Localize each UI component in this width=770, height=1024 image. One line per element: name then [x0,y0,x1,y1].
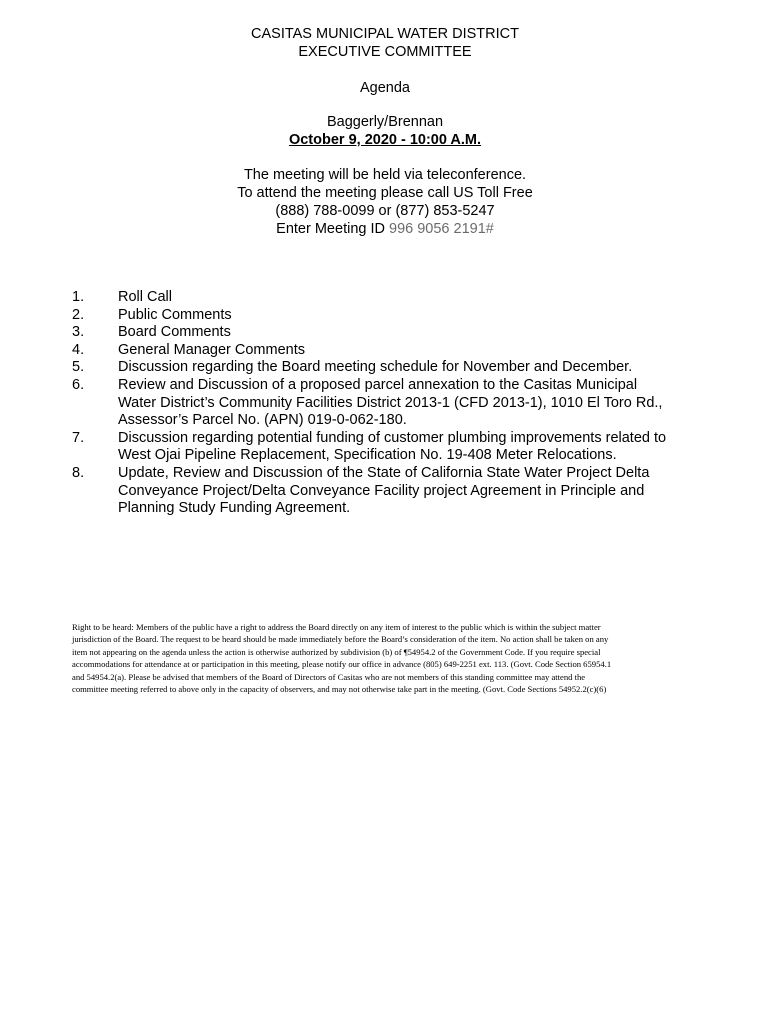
agenda-item-text: Assessor’s Parcel No. (APN) 019-0-062-180. [118,412,407,429]
meeting-date-time: October 9, 2020 - 10:00 A.M. [288,132,482,148]
agenda-item-text: West Ojai Pipeline Replacement, Specification No. 19-408 Meter Relocations. [118,447,617,464]
notice-line: Right to be heard: Members of the public have a right to address the Board directly on any item of interest to the public which is within the subject matter [72,622,601,632]
agenda-item-text: Review and Discussion of a proposed parcel annexation to the Casitas Municipal [118,376,638,393]
agenda-item-text: Board Comments [118,324,231,341]
agenda-item-text: Update, Review and Discussion of the State of California State Water Project Delta [118,464,650,481]
org-name: CASITAS MUNICIPAL WATER DISTRICT [251,26,519,42]
doc-type-label: Agenda [360,80,410,96]
phone-numbers: (888) 788-0099 or (877) 853-5247 [275,203,495,219]
agenda-item-text: Discussion regarding potential funding of customer plumbing improvements related to [118,429,667,446]
teleconference-note: The meeting will be held via teleconference. [243,167,527,183]
meeting-header [0,113,770,149]
agenda-item-number: 2. [72,306,85,323]
meeting-info [0,166,770,238]
agenda-item-number: 4. [72,341,85,358]
committee-name: EXECUTIVE COMMITTEE [298,44,472,60]
agenda-item-number: 6. [72,376,85,393]
agenda-item-text: Planning Study Funding Agreement. [118,500,351,517]
agenda-item-text: Roll Call [118,289,172,305]
agenda-item-number: 5. [72,359,85,376]
notice-line: committee meeting referred to above only in the capacity of observers, and may not otherwise take part in the meeting. (Govt. Code Sections 54952.2(c)(6) [72,684,607,695]
agenda-item [72,430,712,465]
agenda-item-text: Public Comments [118,306,232,323]
meeting-id-line [0,220,770,238]
agenda-item-text: Water District’s Community Facilities District 2013-1 (CFD 2013-1), 1010 El Toro Rd., [118,394,663,411]
agenda-item-number: 7. [72,429,85,446]
document-header [0,25,770,61]
notice-line: jurisdiction of the Board. The request to be heard should be made immediately before the Board’s consideration of the item. No action shall be taken on any [72,634,609,645]
agenda-item [72,377,712,430]
agenda-item [72,324,712,342]
agenda-item-text: General Manager Comments [118,341,305,358]
meeting-id: 996 9056 2191# [389,221,494,237]
committee-members: Baggerly/Brennan [326,114,444,130]
notice-line: accommodations for attendance at or participation in this meeting, please notify our office in advance (805) 649-2251 ext. 113. (Govt. Code Section 65954.1 [72,659,612,670]
meeting-id-label: Enter Meeting ID [276,221,389,237]
agenda-item [72,359,712,377]
agenda-item [72,289,712,307]
call-instructions: To attend the meeting please call US Toll Free [237,185,533,201]
agenda-item-number: 1. [72,289,85,305]
doc-type [0,79,770,97]
agenda-item-text: Discussion regarding the Board meeting schedule for November and December. [118,359,633,376]
agenda-item [72,465,712,518]
agenda-item-number: 3. [72,324,85,341]
notice-line: item not appearing on the agenda unless the action is otherwise authorized by subdivision (b) of ¶54954.2 of the Government Code. If you require special [72,646,601,657]
agenda-item [72,307,712,325]
agenda-item [72,342,712,360]
agenda-list [72,289,712,518]
right-to-be-heard-notice [72,621,702,695]
notice-line: and 54954.2(a). Please be advised that members of the Board of Directors of Casitas who are not members of this standing committee may attend the [72,671,586,682]
agenda-item-text: Conveyance Project/Delta Conveyance Facility project Agreement in Principle and [118,482,645,499]
agenda-item-number: 8. [72,464,85,481]
